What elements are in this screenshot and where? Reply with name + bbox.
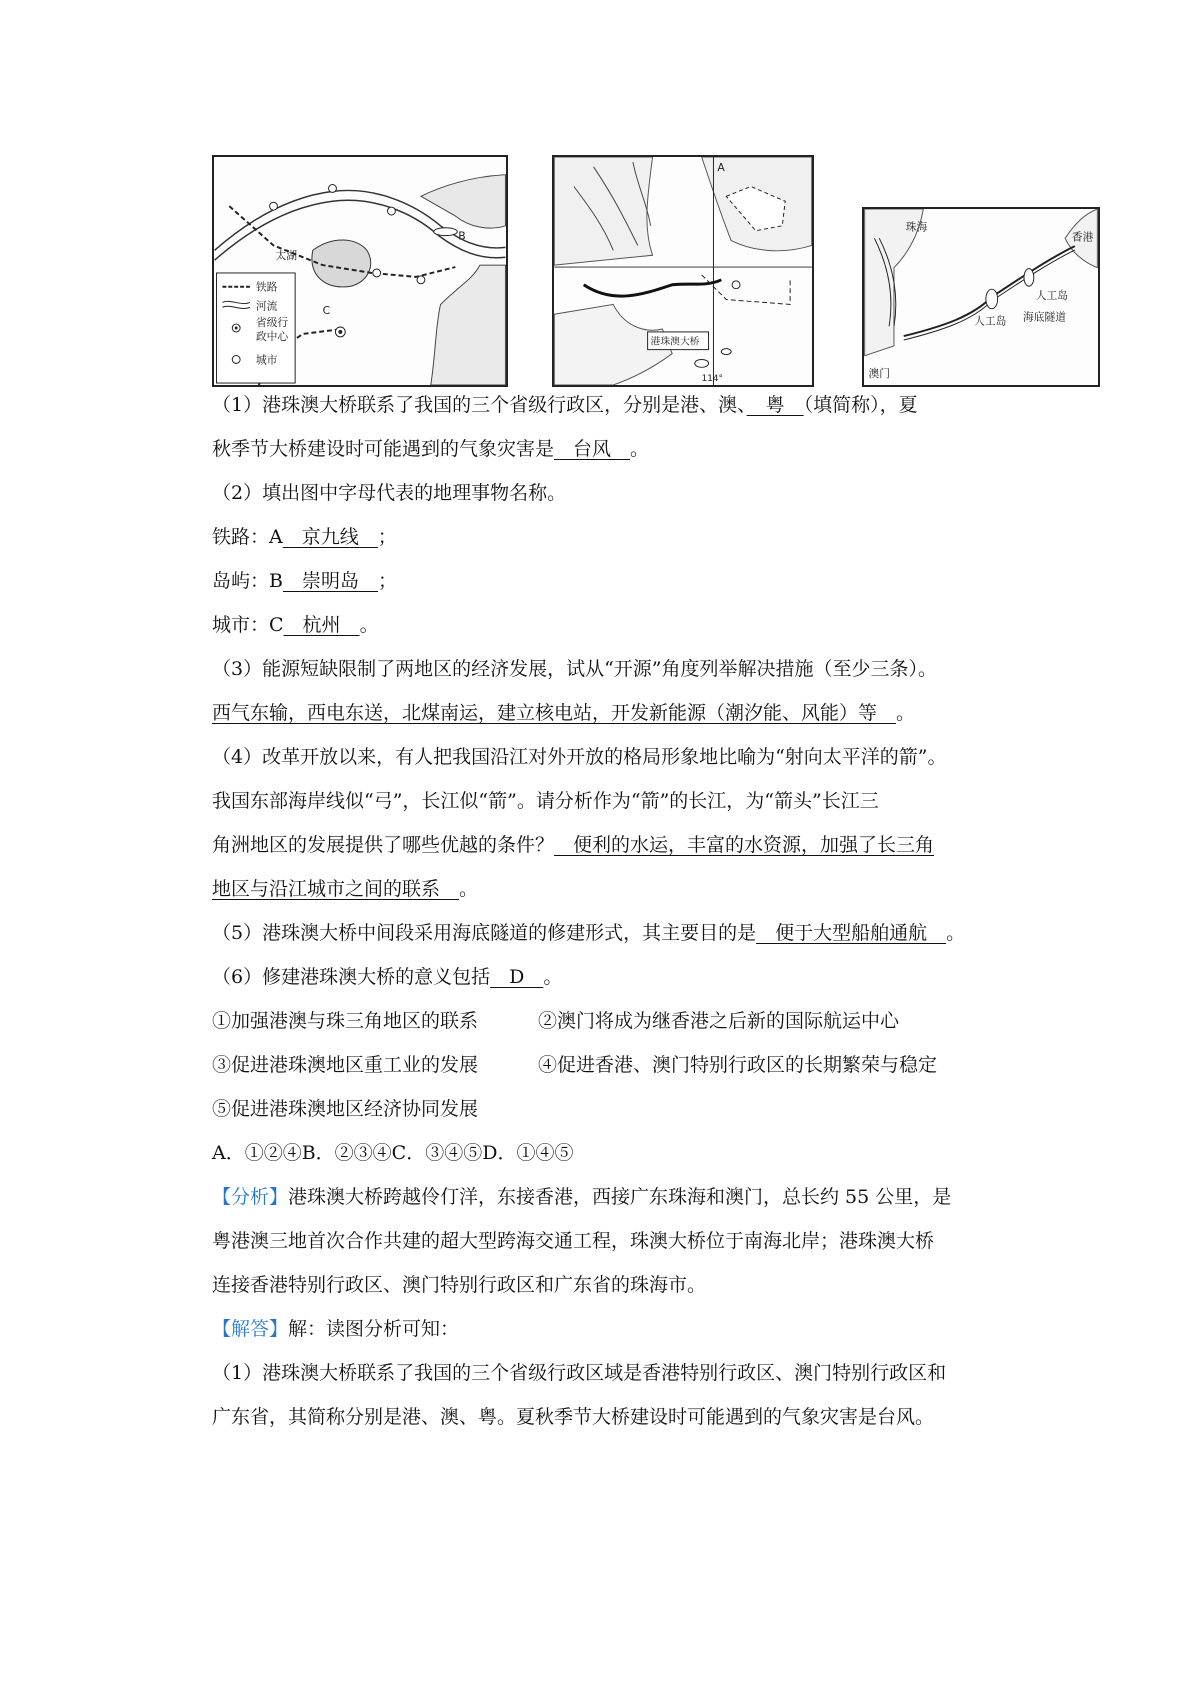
q1-line2: 秋季节大桥建设时可能遇到的气象灾害是 台风 。	[212, 438, 650, 460]
label-a: A	[717, 160, 725, 174]
city-marker	[329, 185, 337, 193]
analysis-tag: 【分析】	[212, 1186, 289, 1208]
label-zhuhai: 珠海	[905, 220, 928, 234]
q4-line1: （4）改革开放以来，有人把我国沿江对外开放的格局形象地比喻为“射向太平洋的箭”。	[212, 746, 947, 768]
answer-blank: 便利的水运，丰富的水资源，加强了长三角	[554, 834, 935, 856]
q2-city: 城市：C 杭州 。	[212, 614, 379, 636]
map-yangtze-svg	[214, 157, 506, 385]
label-c: C	[322, 304, 331, 318]
answer-blank: D	[490, 966, 544, 988]
analysis-line3: 连接香港特别行政区、澳门特别行政区和广东省的珠海市。	[212, 1274, 707, 1296]
answer-blank: 杭州	[283, 614, 360, 636]
answer-blank: 京九线	[282, 526, 378, 548]
q4-line2: 我国东部海岸线似“弓”，长江似“箭”。请分析作为“箭”的长江，为“箭头”长江三	[212, 790, 879, 812]
answer-tag: 【解答】	[212, 1318, 289, 1340]
q2-railway: 铁路：A 京九线 ；	[212, 526, 397, 548]
analysis-line2: 粤港澳三地首次合作共建的超大型跨海交通工程，珠澳大桥位于南海北岸；港珠澳大桥	[212, 1230, 935, 1252]
answer-blank: 崇明岛	[282, 570, 378, 592]
city-marker	[270, 202, 278, 210]
legend-river: 河流	[255, 299, 278, 313]
q2-title: （2）填出图中字母代表的地理事物名称。	[212, 482, 567, 504]
city-marker	[373, 269, 381, 277]
q6-option-4: ④促进香港、澳门特别行政区的长期繁荣与稳定	[538, 1054, 938, 1076]
answer-blank: 西气东输，西电东送，北煤南运，建立核电站，开发新能源（潮汐能、风能）等	[212, 702, 897, 724]
label-hongkong: 香港	[1071, 230, 1094, 244]
label-114: 114°	[701, 374, 723, 385]
legend-railway: 铁路	[255, 280, 278, 294]
label-island-1: 人工岛	[1035, 288, 1069, 302]
q6-line: （6）修建港珠澳大桥的意义包括 D 。	[212, 966, 563, 988]
label-bridge: 港珠澳大桥	[650, 336, 700, 348]
answer-blank: 地区与沿江城市之间的联系	[212, 878, 460, 900]
map-bridge-detail	[862, 207, 1100, 387]
q4-line4: 地区与沿江城市之间的联系 。	[212, 878, 479, 900]
q5-line: （5）港珠澳大桥中间段采用海底隧道的修建形式，其主要目的是 便于大型船舶通航 。	[212, 922, 966, 944]
q6-option-3: ③促进港珠澳地区重工业的发展	[212, 1054, 479, 1076]
analysis-line1: 【分析】港珠澳大桥跨越伶仃洋，东接香港，西接广东珠海和澳门，总长约 55 公里，是	[212, 1186, 952, 1208]
q6-choices: A．①②④B．②③④C．③④⑤D．①④⑤	[212, 1142, 574, 1164]
answer-line1: （1）港珠澳大桥联系了我国的三个省级行政区域是香港特别行政区、澳门特别行政区和	[212, 1362, 947, 1384]
legend-city: 城市	[255, 353, 278, 367]
answer-blank: 台风	[554, 438, 631, 460]
map-yangtze-delta	[212, 155, 508, 387]
q6-option-2: ②澳门将成为继香港之后新的国际航运中心	[538, 1010, 900, 1032]
q3-answer: 西气东输，西电东送，北煤南运，建立核电站，开发新能源（潮汐能、风能）等 。	[212, 702, 916, 724]
answer-intro: 【解答】解：读图分析可知：	[212, 1318, 460, 1340]
map-bridge-svg	[864, 209, 1098, 385]
q2-island: 岛屿：B 崇明岛 ；	[212, 570, 397, 592]
legend-capital: 省级行	[255, 316, 289, 330]
city-marker	[388, 207, 396, 215]
q6-option-1: ①加强港澳与珠三角地区的联系	[212, 1010, 479, 1032]
answer-blank: 粤	[746, 394, 804, 416]
map-pearl-svg	[554, 157, 812, 385]
q3-line1: （3）能源短缺限制了两地区的经济发展，试从“开源”角度列举解决措施（至少三条）。	[212, 658, 938, 680]
city-marker	[417, 276, 425, 284]
label-taihu: 太湖	[275, 249, 298, 263]
label-island-2: 人工岛	[974, 314, 1007, 328]
q1-line1: （1）港珠澳大桥联系了我国的三个省级行政区，分别是港、澳、 粤 （填简称），夏	[212, 394, 918, 416]
label-macau: 澳门	[868, 367, 891, 381]
answer-blank: 便于大型船舶通航	[756, 922, 947, 944]
q4-line3: 角洲地区的发展提供了哪些优越的条件？ 便利的水运，丰富的水资源，加强了长三角	[212, 834, 935, 856]
answer-line2: 广东省，其简称分别是港、澳、粤。夏秋季节大桥建设时可能遇到的气象灾害是台风。	[212, 1406, 935, 1428]
legend-capital-2: 政中心	[255, 329, 289, 343]
label-tunnel: 海底隧道	[1023, 310, 1067, 324]
map-pearl-delta	[552, 155, 814, 387]
label-b: B	[458, 229, 466, 243]
q6-option-5: ⑤促进港珠澳地区经济协同发展	[212, 1098, 479, 1120]
